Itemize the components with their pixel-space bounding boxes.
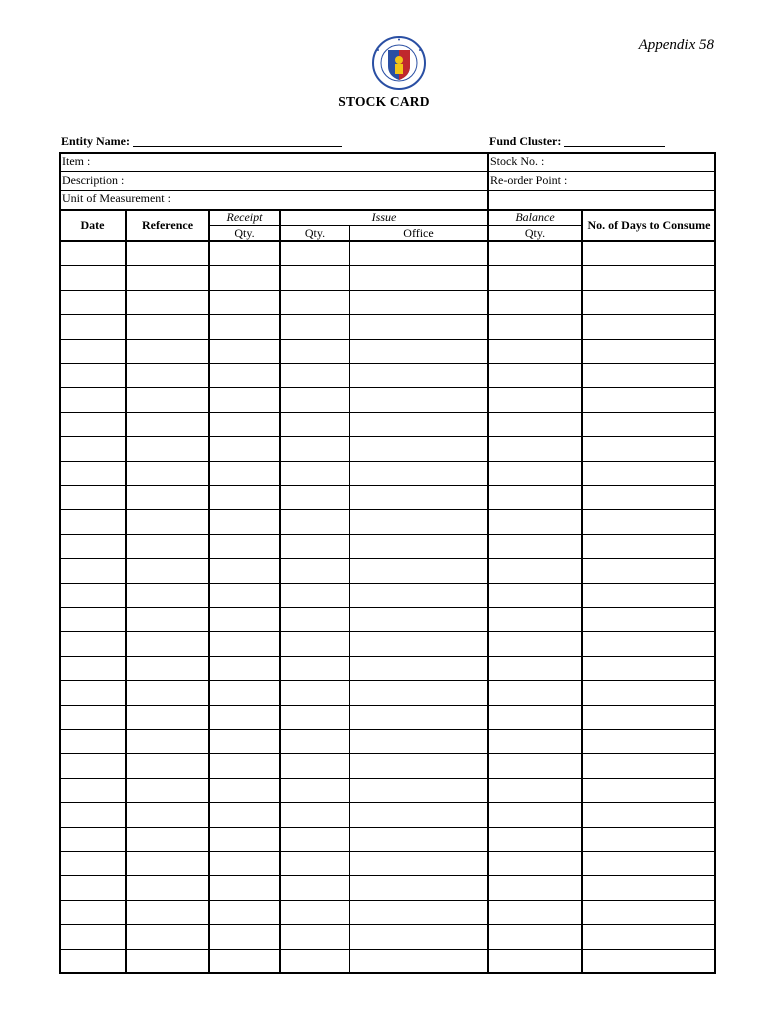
column-date: Date (80, 217, 105, 232)
column-balance: Balance (515, 210, 555, 224)
table-row-divider (60, 583, 715, 584)
column-reference: Reference (141, 217, 194, 232)
table-row-divider (60, 656, 715, 657)
table-row-divider (60, 265, 715, 266)
table-row-divider (60, 558, 715, 559)
reorder-point-label: Re-order Point : (490, 173, 568, 187)
table-row-divider (60, 924, 715, 925)
column-days-to-consume: No. of Days to Consume (587, 217, 711, 232)
appendix-label: Appendix 58 (638, 37, 714, 53)
table-row-divider (60, 827, 715, 828)
table-row-divider (60, 485, 715, 486)
table-row-divider (60, 705, 715, 706)
entity-name-label: Entity Name: (61, 134, 130, 148)
table-row-divider (60, 363, 715, 364)
item-label: Item : (62, 154, 91, 168)
description-label: Description : (62, 173, 125, 187)
table-row-divider (60, 509, 715, 510)
column-issue-office: Office (403, 225, 434, 240)
deped-seal-logo (366, 36, 432, 90)
column-issue: Issue (371, 210, 397, 224)
table-row-divider (60, 900, 715, 901)
fund-cluster-label: Fund Cluster: (489, 134, 562, 148)
table-row-divider (60, 461, 715, 462)
column-receipt: Receipt (226, 210, 263, 224)
table-row-divider (60, 875, 715, 876)
table-row-divider (60, 412, 715, 413)
table-row-divider (60, 436, 715, 437)
entity-name-blank (133, 146, 342, 147)
table-row-divider (60, 387, 715, 388)
table-row-divider (60, 802, 715, 803)
table-row-divider (60, 729, 715, 730)
table-row-divider (60, 680, 715, 681)
unit-of-measurement-label: Unit of Measurement : (62, 191, 171, 205)
table-row-divider (60, 607, 715, 608)
table-row-divider (60, 290, 715, 291)
fund-cluster-blank (564, 146, 665, 147)
table-row-divider (60, 753, 715, 754)
table-row-divider (60, 949, 715, 950)
document-title: STOCK CARD (338, 94, 430, 109)
table-row-divider (60, 534, 715, 535)
table-row-divider (60, 778, 715, 779)
table-row-divider (60, 631, 715, 632)
column-receipt-qty: Qty. (234, 225, 255, 240)
table-row-divider (60, 339, 715, 340)
column-balance-qty: Qty. (524, 225, 546, 240)
table-row-divider (60, 851, 715, 852)
stock-no-label: Stock No. : (490, 154, 545, 168)
table-row-divider (60, 314, 715, 315)
column-issue-qty: Qty. (304, 225, 326, 240)
